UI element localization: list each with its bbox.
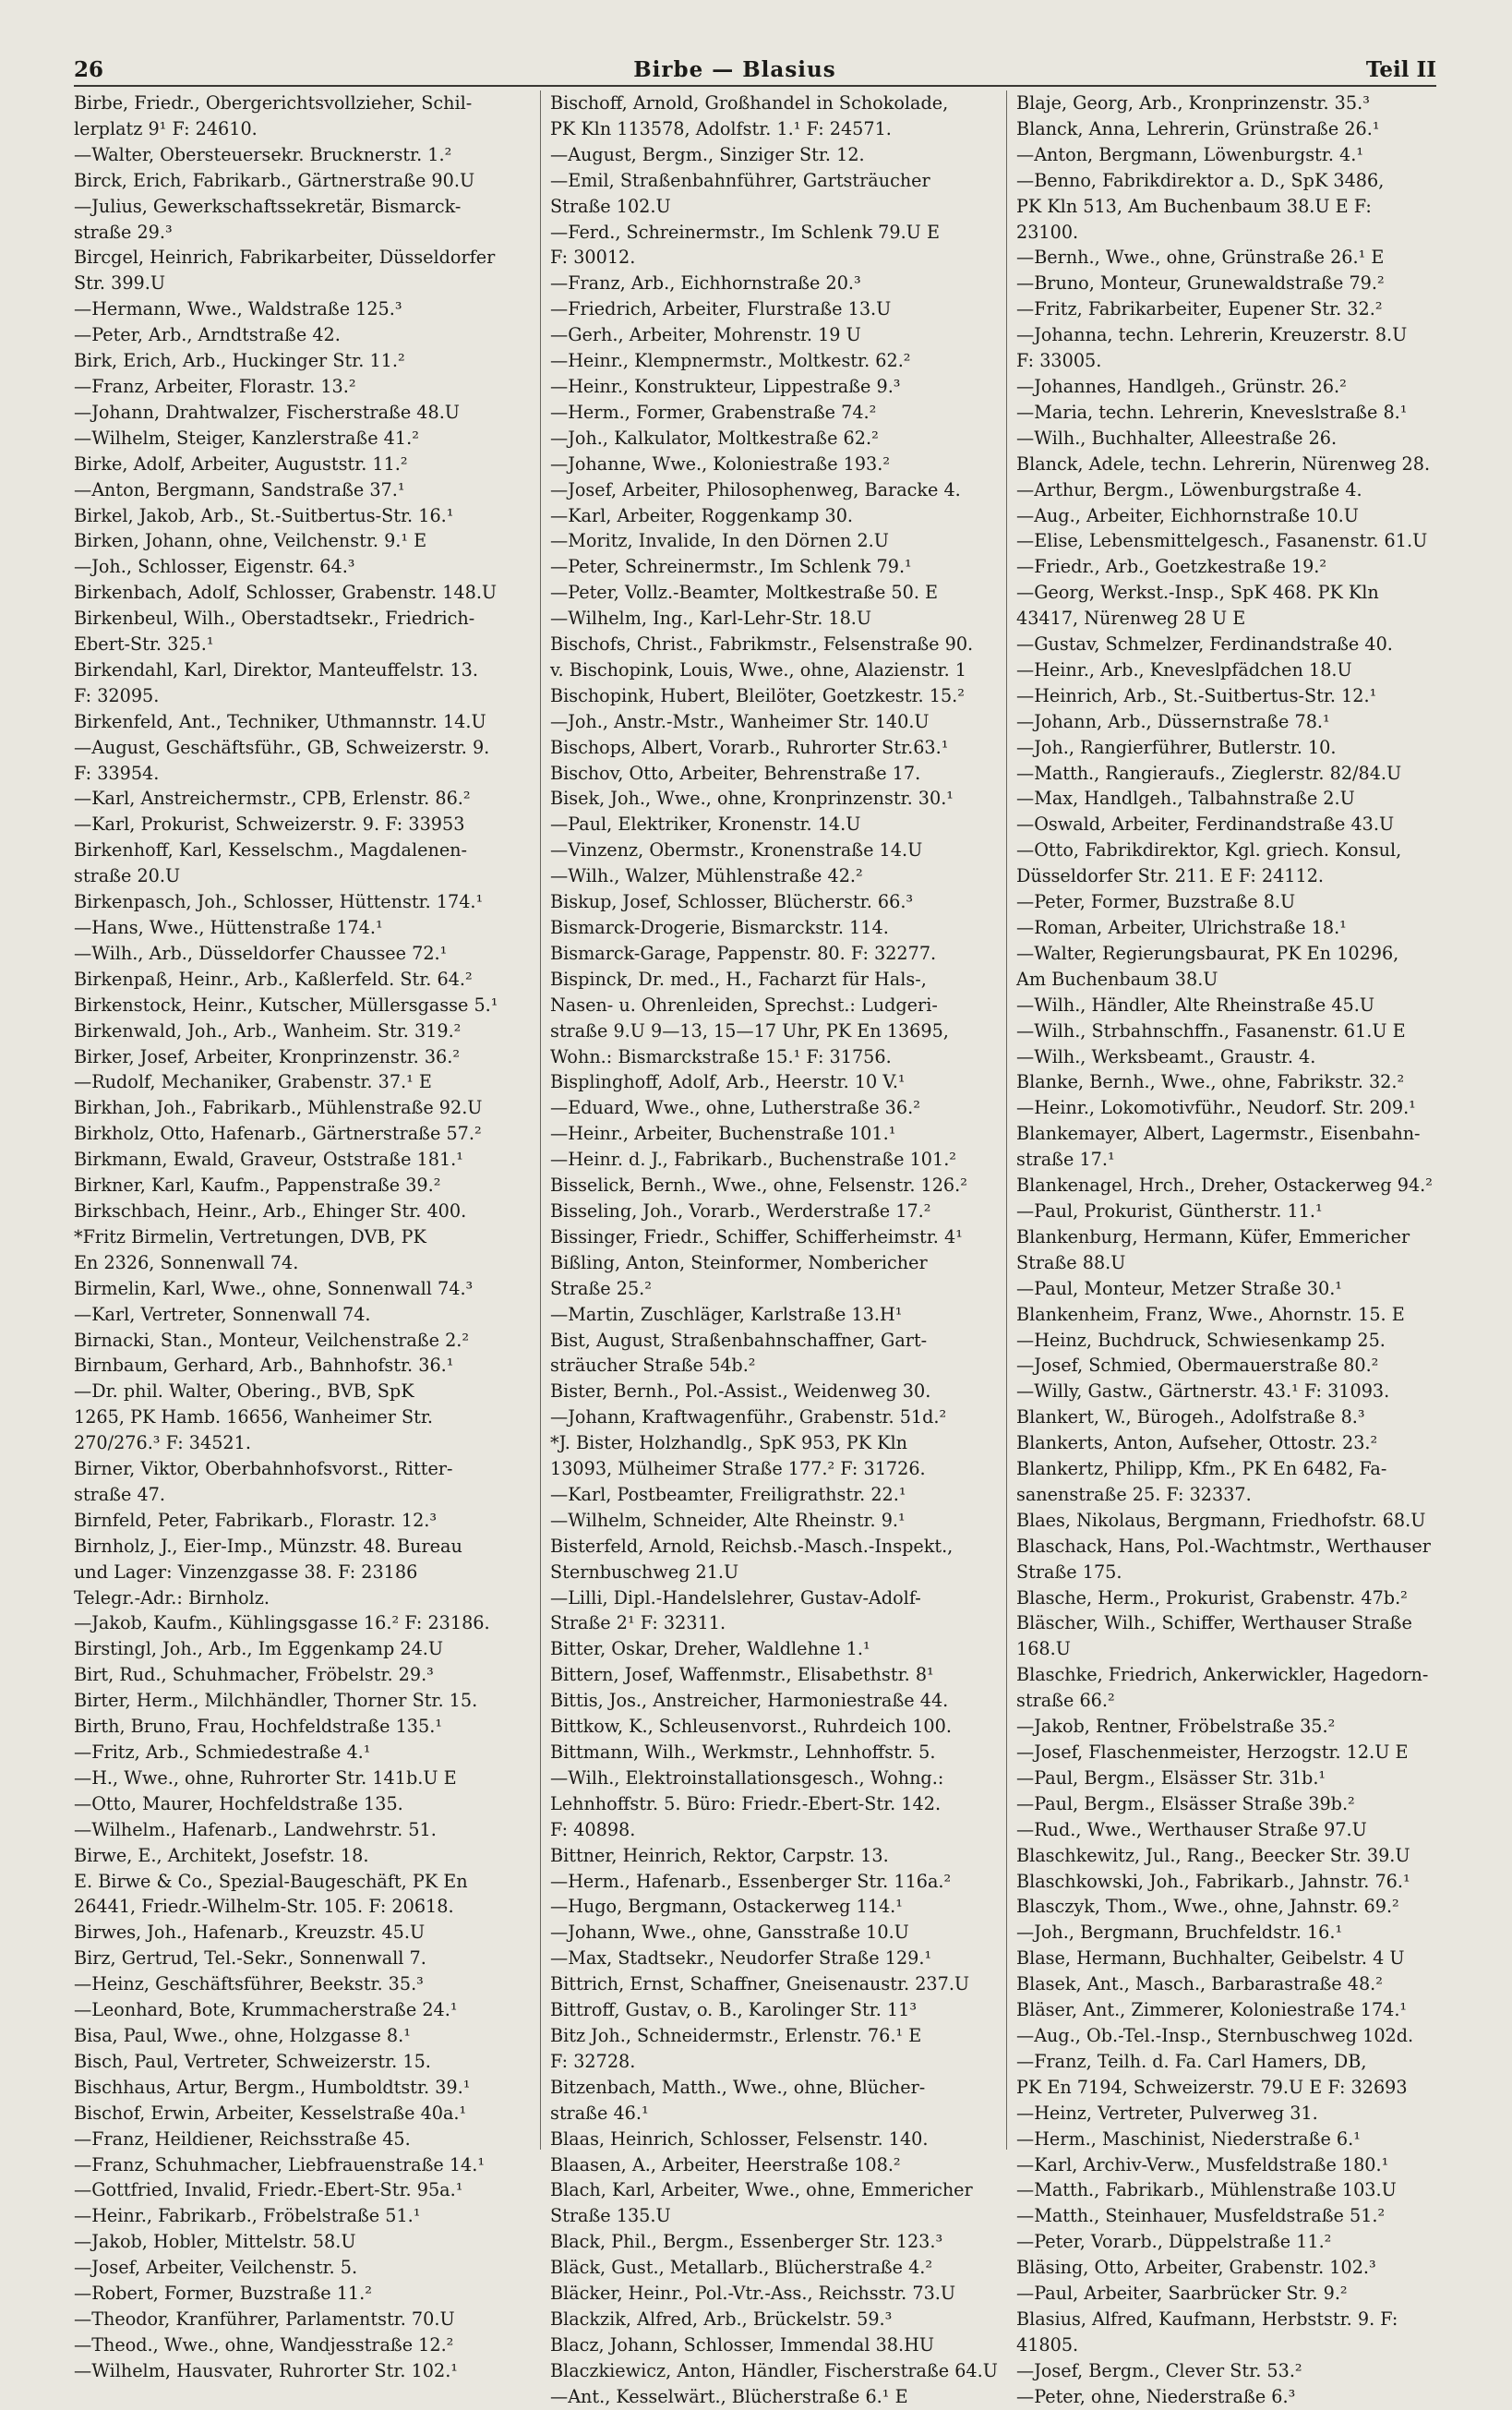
directory-line: 13093, Mülheimer Straße 177.² F: 31726. — [550, 1458, 926, 1480]
directory-line: —Wilhelm, Steiger, Kanzlerstraße 41.² — [74, 427, 419, 449]
directory-line: Birkenwald, Joh., Arb., Wanheim. Str. 319.² — [74, 1019, 462, 1042]
directory-line: —Johanne, Wwe., Koloniestraße 193.² — [550, 452, 891, 475]
directory-line: *J. Bister, Holzhandlg., SpK 953, PK Kln — [550, 1432, 907, 1454]
directory-line: PK Kln 513, Am Buchenbaum 38.U E F: — [1016, 195, 1372, 217]
directory-line: —Rud., Wwe., Werthauser Straße 97.U — [1016, 1818, 1367, 1840]
directory-line: —Oswald, Arbeiter, Ferdinandstraße 43.U — [1016, 813, 1395, 836]
directory-line: —Josef, Schmied, Obermauerstraße 80.² — [1016, 1355, 1379, 1377]
directory-line: —Peter, Former, Buzstraße 8.U — [1016, 891, 1296, 913]
directory-line: Bircgel, Heinrich, Fabrikarbeiter, Düsseldorfer — [74, 247, 496, 269]
directory-line: Blasczyk, Thom., Wwe., ohne, Jahnstr. 69.² — [1016, 1896, 1399, 1918]
directory-line: —Gerh., Arbeiter, Mohrenstr. 19 U — [550, 324, 861, 346]
directory-line: Blanck, Anna, Lehrerin, Grünstraße 26.¹ — [1016, 117, 1380, 139]
directory-line: —Jakob, Rentner, Fröbelstraße 35.² — [1016, 1716, 1336, 1738]
directory-line: Bischof, Erwin, Arbeiter, Kesselstraße 40a.¹ — [74, 2102, 467, 2124]
directory-line: Blasek, Ant., Masch., Barbarastraße 48.² — [1016, 1973, 1383, 1995]
directory-line: straße 20.U — [74, 865, 181, 887]
directory-line: —Peter, Vorarb., Düppelstraße 11.² — [1016, 2231, 1332, 2253]
directory-line: —Wilhelm., Hafenarb., Landwehrstr. 51. — [74, 1818, 437, 1840]
directory-line: Bittroff, Gustav, o. B., Karolinger Str. 11³ — [550, 1999, 918, 2021]
directory-line: —Wilh., Händler, Alte Rheinstraße 45.U — [1016, 994, 1375, 1016]
directory-line: Blach, Karl, Arbeiter, Wwe., ohne, Emmericher — [550, 2179, 973, 2201]
directory-line: —Paul, Monteur, Metzer Straße 30.¹ — [1016, 1277, 1342, 1299]
directory-line: Bittkow, K., Schleusenvorst., Ruhrdeich 100. — [550, 1716, 952, 1738]
directory-line: Bittner, Heinrich, Rektor, Carpstr. 13. — [550, 1844, 889, 1866]
directory-line: lerplatz 9¹ F: 24610. — [74, 117, 258, 139]
directory-line: —Herm., Former, Grabenstraße 74.² — [550, 401, 877, 423]
directory-line: Birnfeld, Peter, Fabrikarb., Florastr. 12.³ — [74, 1509, 438, 1531]
directory-line: Bittern, Josef, Waffenmstr., Elisabethstr. 8¹ — [550, 1664, 934, 1686]
directory-line: —Dr. phil. Walter, Obering., BVB, SpK — [74, 1380, 414, 1403]
directory-line: Sternbuschweg 21.U — [550, 1560, 739, 1583]
directory-line: Biskup, Josef, Schlosser, Blücherstr. 66.³ — [550, 891, 914, 913]
directory-line: Bischoff, Arnold, Großhandel in Schokolade, — [550, 92, 949, 114]
directory-line: 43417, Nürenweg 28 U E — [1016, 608, 1246, 630]
directory-line: Birner, Viktor, Oberbahnhofsvorst., Ritter- — [74, 1458, 453, 1480]
column-left — [74, 90, 540, 2381]
directory-line: —Ant., Kesselwärt., Blücherstraße 6.¹ E — [550, 2385, 908, 2407]
directory-line: —Willy, Gastw., Gärtnerstr. 43.¹ F: 31093. — [1016, 1380, 1390, 1403]
directory-line: Birkel, Jakob, Arb., St.-Suitbertus-Str. 16.¹ — [74, 504, 454, 526]
directory-line: —Heinr., Konstrukteur, Lippestraße 9.³ — [550, 375, 901, 397]
directory-line: —Lilli, Dipl.-Handelslehrer, Gustav-Adolf- — [550, 1586, 921, 1609]
directory-line: Birkenpasch, Joh., Schlosser, Hüttenstr. 174.¹ — [74, 891, 484, 913]
directory-line: —Franz, Arb., Eichhornstraße 20.³ — [550, 272, 861, 295]
directory-line: —Arthur, Bergm., Löwenburgstraße 4. — [1016, 478, 1362, 500]
directory-line: Blaes, Nikolaus, Bergmann, Friedhofstr. 68.U — [1016, 1509, 1426, 1531]
directory-line: —Paul, Elektriker, Kronenstr. 14.U — [550, 813, 861, 836]
directory-line: —Franz, Teilh. d. Fa. Carl Hamers, DB, — [1016, 2050, 1367, 2072]
directory-line: F: 32728. — [550, 2050, 636, 2072]
directory-line: Bischhaus, Artur, Bergm., Humboldtstr. 39.¹ — [74, 2076, 471, 2098]
directory-line: —Paul, Bergm., Elsässer Str. 31b.¹ — [1016, 1766, 1326, 1789]
directory-line: —Franz, Heildiener, Reichsstraße 45. — [74, 2127, 411, 2150]
directory-line: —Karl, Prokurist, Schweizerstr. 9. F: 33953 — [74, 813, 465, 836]
directory-line: —Wilh., Walzer, Mühlenstraße 42.² — [550, 865, 863, 887]
directory-line: —Theod., Wwe., ohne, Wandjesstraße 12.² — [74, 2333, 454, 2356]
directory-line: —Jakob, Hobler, Mittelstr. 58.U — [74, 2231, 356, 2253]
directory-line: —Jakob, Kaufm., Kühlingsgasse 16.² F: 23186. — [74, 1612, 490, 1634]
directory-line: —Peter, Arb., Arndtstraße 42. — [74, 324, 341, 346]
directory-line: Bitz Joh., Schneidermstr., Erlenstr. 76.¹ E — [550, 2024, 922, 2046]
directory-line: —Hermann, Wwe., Waldstraße 125.³ — [74, 298, 402, 320]
directory-line: En 2326, Sonnenwall 74. — [74, 1251, 299, 1273]
directory-line: —Josef, Arbeiter, Veilchenstr. 5. — [74, 2257, 358, 2279]
directory-line: Am Buchenbaum 38.U — [1016, 968, 1218, 990]
directory-line: —Heinz, Buchdruck, Schwiesenkamp 25. — [1016, 1329, 1386, 1351]
directory-line: —Peter, ohne, Niederstraße 6.³ — [1016, 2385, 1296, 2407]
directory-line: Birt, Rud., Schuhmacher, Fröbelstr. 29.³ — [74, 1664, 434, 1686]
directory-line: straße 47. — [74, 1483, 165, 1505]
directory-line: —Joh., Kalkulator, Moltkestraße 62.² — [550, 427, 879, 449]
directory-line: Birkmann, Ewald, Graveur, Oststraße 181.¹ — [74, 1149, 463, 1171]
directory-line: Bisseling, Joh., Vorarb., Werderstraße 17.² — [550, 1199, 931, 1222]
directory-line: Bister, Bernh., Pol.-Assist., Weidenweg 30. — [550, 1380, 931, 1403]
directory-line: Bisa, Paul, Wwe., ohne, Holzgasse 8.¹ — [74, 2024, 411, 2046]
directory-line: Bismarck-Garage, Pappenstr. 80. F: 32277. — [550, 942, 937, 964]
directory-line: PK En 7194, Schweizerstr. 79.U E F: 32693 — [1016, 2076, 1408, 2098]
directory-line: Bisek, Joh., Wwe., ohne, Kronprinzenstr. 30.¹ — [550, 788, 954, 810]
directory-line: —Joh., Rangierführer, Butlerstr. 10. — [1016, 736, 1337, 758]
directory-line: —Matth., Steinhauer, Musfeldstraße 51.² — [1016, 2205, 1386, 2227]
directory-line: Birken, Johann, ohne, Veilchenstr. 9.¹ E — [74, 530, 427, 552]
directory-line: —August, Bergm., Sinziger Str. 12. — [550, 143, 865, 165]
directory-line: —Heinz, Geschäftsführer, Beekstr. 35.³ — [74, 1973, 424, 1995]
directory-line: Blasche, Herm., Prokurist, Grabenstr. 47b.² — [1016, 1586, 1408, 1609]
directory-line: —Georg, Werkst.-Insp., SpK 468. PK Kln — [1016, 582, 1379, 604]
directory-line: —Wilh., Werksbeamt., Graustr. 4. — [1016, 1045, 1316, 1067]
directory-line: —Max, Stadtsekr., Neudorfer Straße 129.¹ — [550, 1947, 932, 1970]
directory-line: 23100. — [1016, 221, 1079, 243]
directory-line: —Hans, Wwe., Hüttenstraße 174.¹ — [74, 917, 383, 938]
directory-line: Straße 135.U — [550, 2205, 671, 2227]
directory-line: Blankenagel, Hrch., Dreher, Ostackerweg 94.² — [1016, 1175, 1433, 1197]
directory-line: —Joh., Schlosser, Eigenstr. 64.³ — [74, 556, 355, 578]
directory-line: Straße 175. — [1016, 1560, 1122, 1583]
directory-line: Birkenstock, Heinr., Kutscher, Müllersgasse 5.¹ — [74, 994, 498, 1016]
directory-line: Blankemayer, Albert, Lagermstr., Eisenbahn- — [1016, 1123, 1421, 1145]
directory-line: Birnbaum, Gerhard, Arb., Bahnhofstr. 36.¹ — [74, 1355, 454, 1377]
directory-line: —Otto, Fabrikdirektor, Kgl. griech. Konsul, — [1016, 839, 1402, 862]
directory-line: Birter, Herm., Milchhändler, Thorner Str. 15. — [74, 1690, 478, 1712]
directory-line: Blankenburg, Hermann, Küfer, Emmericher — [1016, 1225, 1410, 1247]
directory-line: Telegr.-Adr.: Birnholz. — [74, 1586, 270, 1609]
directory-line: —Benno, Fabrikdirektor a. D., SpK 3486, — [1016, 169, 1385, 191]
directory-line: Birck, Erich, Fabrikarb., Gärtnerstraße 90.U — [74, 169, 475, 191]
directory-line: Birkner, Karl, Kaufm., Pappenstraße 39.² — [74, 1175, 441, 1197]
directory-line: Bismarck-Drogerie, Bismarckstr. 114. — [550, 917, 889, 938]
directory-line: —Heinr., Arb., Kneveslpfädchen 18.U — [1016, 658, 1352, 681]
directory-line: F: 33005. — [1016, 350, 1102, 372]
directory-line: Blaas, Heinrich, Schlosser, Felsenstr. 140. — [550, 2127, 929, 2150]
directory-line: Birstingl, Joh., Arb., Im Eggenkamp 24.U — [74, 1638, 444, 1660]
directory-line: straße 9.U 9—13, 15—17 Uhr, PK En 13695, — [550, 1019, 949, 1042]
directory-line: F: 40898. — [550, 1818, 636, 1840]
directory-line: —Julius, Gewerkschaftssekretär, Bismarck- — [74, 195, 462, 217]
directory-line: —Moritz, Invalide, In den Dörnen 2.U — [550, 530, 889, 552]
page-range-title: Birbe — Blasius — [633, 56, 836, 82]
directory-line: —Robert, Former, Buzstraße 11.² — [74, 2283, 372, 2305]
directory-line: Bispinck, Dr. med., H., Facharzt für Hals-, — [550, 968, 927, 990]
directory-line: —Heinr., Lokomotivführ., Neudorf. Str. 209.¹ — [1016, 1097, 1416, 1119]
directory-line: —Wilhelm, Ing., Karl-Lehr-Str. 18.U — [550, 608, 872, 630]
directory-line: —Anton, Bergmann, Sandstraße 37.¹ — [74, 478, 405, 500]
directory-line: Birkenbach, Adolf, Schlosser, Grabenstr. 148.U — [74, 582, 498, 604]
directory-line: 26441, Friedr.-Wilhelm-Str. 105. F: 20618. — [74, 1896, 454, 1918]
directory-line: —Peter, Schreinermstr., Im Schlenk 79.¹ — [550, 556, 912, 578]
directory-line: Bischofs, Christ., Fabrikmstr., Felsenstraße 90. — [550, 633, 974, 656]
directory-line: Straße 2¹ F: 32311. — [550, 1612, 726, 1634]
directory-line: —Elise, Lebensmittelgesch., Fasanenstr. 61.U — [1016, 530, 1428, 552]
directory-line: Bläsing, Otto, Arbeiter, Grabenstr. 102.³ — [1016, 2257, 1376, 2279]
directory-line: Blaschack, Hans, Pol.-Wachtmstr., Werthauser — [1016, 1535, 1431, 1557]
directory-line: —Bernh., Wwe., ohne, Grünstraße 26.¹ E — [1016, 247, 1385, 269]
directory-line: Birwes, Joh., Hafenarb., Kreuzstr. 45.U — [74, 1922, 426, 1944]
directory-line: —Friedr., Arb., Goetzkestraße 19.² — [1016, 556, 1327, 578]
directory-line: —Joh., Anstr.-Mstr., Wanheimer Str. 140.U — [550, 710, 930, 732]
directory-line: —Paul, Prokurist, Güntherstr. 11.¹ — [1016, 1199, 1323, 1222]
directory-line: —Matth., Fabrikarb., Mühlenstraße 103.U — [1016, 2179, 1397, 2201]
directory-line: Bißling, Anton, Steinformer, Nombericher — [550, 1251, 928, 1273]
directory-line: Birker, Josef, Arbeiter, Kronprinzenstr. 36.² — [74, 1045, 461, 1067]
directory-line: Str. 399.U — [74, 272, 166, 295]
directory-line: E. Birwe & Co., Spezial-Baugeschäft, PK En — [74, 1870, 468, 1892]
page-header — [74, 54, 1436, 87]
directory-line: Birkenpaß, Heinr., Arb., Kaßlerfeld. Str. 64.² — [74, 968, 473, 990]
directory-line: —Johannes, Handlgeh., Grünstr. 26.² — [1016, 375, 1347, 397]
directory-line: —Franz, Arbeiter, Florastr. 13.² — [74, 375, 356, 397]
directory-line: —Walter, Obersteuersekr. Brucknerstr. 1.² — [74, 143, 452, 165]
directory-line: —Friedrich, Arbeiter, Flurstraße 13.U — [550, 298, 892, 320]
directory-line: —Johann, Wwe., ohne, Gansstraße 10.U — [550, 1922, 909, 1944]
directory-line: Birk, Erich, Arb., Huckinger Str. 11.² — [74, 350, 405, 372]
directory-line: Birkenbeul, Wilh., Oberstadtsekr., Friedrich- — [74, 608, 475, 630]
directory-line: —Aug., Arbeiter, Eichhornstraße 10.U — [1016, 504, 1359, 526]
directory-line: 41805. — [1016, 2333, 1079, 2356]
directory-line: —Aug., Ob.-Tel.-Insp., Sternbuschweg 102d. — [1016, 2024, 1414, 2046]
directory-line: Bisterfeld, Arnold, Reichsb.-Masch.-Inspekt., — [550, 1535, 954, 1557]
directory-line: —Matth., Rangieraufs., Zieglerstr. 82/84.U — [1016, 762, 1402, 784]
directory-line: Blankert, W., Bürogeh., Adolfstraße 8.³ — [1016, 1406, 1365, 1428]
directory-line: Blanck, Adele, techn. Lehrerin, Nürenweg 28. — [1016, 452, 1431, 475]
directory-line: Wohn.: Bismarckstraße 15.¹ F: 31756. — [550, 1045, 892, 1067]
directory-line: straße 17.¹ — [1016, 1149, 1115, 1171]
directory-line: —Wilh., Strbahnschffn., Fasanenstr. 61.U E — [1016, 1019, 1406, 1042]
column-right — [1006, 90, 1436, 2407]
directory-line: —Leonhard, Bote, Krummacherstraße 24.¹ — [74, 1999, 458, 2021]
directory-line: Birke, Adolf, Arbeiter, Auguststr. 11.² — [74, 452, 408, 475]
directory-line: —Wilh., Buchhalter, Alleestraße 26. — [1016, 427, 1338, 449]
directory-line: —Rudolf, Mechaniker, Grabenstr. 37.¹ E — [74, 1071, 432, 1093]
directory-line: Blasius, Alfred, Kaufmann, Herbststr. 9. F: — [1016, 2308, 1398, 2330]
directory-line: Birnacki, Stan., Monteur, Veilchenstraße 2.² — [74, 1329, 470, 1351]
directory-line: —Bruno, Monteur, Grunewaldstraße 79.² — [1016, 272, 1385, 295]
directory-line: Blase, Hermann, Buchhalter, Geibelstr. 4 U — [1016, 1947, 1405, 1970]
directory-line: Birkholz, Otto, Hafenarb., Gärtnerstraße 57.² — [74, 1123, 482, 1145]
directory-line: —Hugo, Bergmann, Ostackerweg 114.¹ — [550, 1896, 903, 1918]
directory-line: Birmelin, Karl, Wwe., ohne, Sonnenwall 74.³ — [74, 1277, 474, 1299]
directory-line: straße 46.¹ — [550, 2102, 649, 2124]
directory-line: Birz, Gertrud, Tel.-Sekr., Sonnenwall 7. — [74, 1947, 426, 1970]
directory-line: Straße 102.U — [550, 195, 671, 217]
directory-line: Blaschkewitz, Jul., Rang., Beecker Str. 39.U — [1016, 1844, 1410, 1866]
directory-line: Bischopink, Hubert, Bleilöter, Goetzkestr. 15.² — [550, 684, 965, 706]
directory-line: —Anton, Bergmann, Löwenburgstr. 4.¹ — [1016, 143, 1364, 165]
directory-line: 168.U — [1016, 1638, 1071, 1660]
part-label: Teil II — [1365, 56, 1436, 82]
directory-line: —Theodor, Kranführer, Parlamentstr. 70.U — [74, 2308, 455, 2330]
directory-line: Bisch, Paul, Vertreter, Schweizerstr. 15. — [74, 2050, 431, 2072]
directory-line: —Wilhelm, Schneider, Alte Rheinstr. 9.¹ — [550, 1509, 906, 1531]
directory-line: —Wilh., Arb., Düsseldorfer Chaussee 72.¹ — [74, 942, 448, 964]
directory-line: Bittrich, Ernst, Schaffner, Gneisenaustr. 237.U — [550, 1973, 970, 1995]
directory-line: Birkschbach, Heinr., Arb., Ehinger Str. 400. — [74, 1199, 467, 1222]
directory-line: —Karl, Archiv-Verw., Musfeldstraße 180.¹ — [1016, 2153, 1389, 2175]
directory-line: —Karl, Postbeamter, Freiligrathstr. 22.¹ — [550, 1483, 906, 1505]
directory-line: Birbe, Friedr., Obergerichtsvollzieher, Schil- — [74, 92, 473, 114]
column-middle — [540, 90, 1006, 2407]
directory-line: —Emil, Straßenbahnführer, Gartsträucher — [550, 169, 930, 191]
directory-line: Bisselick, Bernh., Wwe., ohne, Felsenstr. 126.² — [550, 1175, 967, 1197]
directory-line: Blaczkiewicz, Anton, Händler, Fischerstraße 64.U — [550, 2359, 998, 2381]
directory-line: Blanke, Bernh., Wwe., ohne, Fabrikstr. 32.² — [1016, 1071, 1405, 1093]
directory-line: Blaschke, Friedrich, Ankerwickler, Hagedorn- — [1016, 1664, 1429, 1686]
directory-line: —Gottfried, Invalid, Friedr.-Ebert-Str. 95a.¹ — [74, 2179, 463, 2201]
directory-line: —Wilhelm, Hausvater, Ruhrorter Str. 102.¹ — [74, 2359, 458, 2381]
directory-line: Blankerts, Anton, Aufseher, Ottostr. 23.² — [1016, 1432, 1378, 1454]
directory-line: —Heinr., Arbeiter, Buchenstraße 101.¹ — [550, 1123, 896, 1145]
directory-line: Birkenfeld, Ant., Techniker, Uthmannstr. 14.U — [74, 710, 486, 732]
directory-line: Straße 25.² — [550, 1277, 652, 1299]
directory-line: Düsseldorfer Str. 211. E F: 24112. — [1016, 865, 1325, 887]
directory-line: —Ferd., Schreinermstr., Im Schlenk 79.U E — [550, 221, 940, 243]
directory-line: PK Kln 113578, Adolfstr. 1.¹ F: 24571. — [550, 117, 892, 139]
directory-line: Bläck, Gust., Metallarb., Blücherstraße 4.² — [550, 2257, 933, 2279]
directory-line: Bittis, Jos., Anstreicher, Harmoniestraße 44. — [550, 1690, 949, 1712]
directory-line: —Wilh., Elektroinstallationsgesch., Wohng.: — [550, 1766, 944, 1789]
directory-line: —Paul, Arbeiter, Saarbrücker Str. 9.² — [1016, 2283, 1348, 2305]
directory-line: —August, Geschäftsführ., GB, Schweizerstr. 9. — [74, 736, 490, 758]
directory-line: F: 32095. — [74, 684, 160, 706]
directory-line: Lehnhoffstr. 5. Büro: Friedr.-Ebert-Str. 142. — [550, 1792, 942, 1814]
directory-line: v. Bischopink, Louis, Wwe., ohne, Alazienstr. 1 — [550, 658, 966, 681]
directory-line: F: 33954. — [74, 762, 160, 784]
directory-line: —Josef, Flaschenmeister, Herzogstr. 12.U E — [1016, 1741, 1409, 1763]
directory-line: Birnholz, J., Eier-Imp., Münzstr. 48. Bureau — [74, 1535, 462, 1557]
directory-line: F: 30012. — [550, 247, 636, 269]
directory-line: Bissinger, Friedr., Schiffer, Schifferheimstr. 4¹ — [550, 1225, 963, 1247]
directory-line: Birkenhoff, Karl, Kesselschm., Magdalenen- — [74, 839, 468, 862]
directory-line: sanenstraße 25. F: 32337. — [1016, 1483, 1252, 1505]
directory-line: —Johanna, techn. Lehrerin, Kreuzerstr. 8.U — [1016, 324, 1408, 346]
directory-line: —Johann, Drahtwalzer, Fischerstraße 48.U — [74, 401, 460, 423]
directory-line: —Max, Handlgeh., Talbahnstraße 2.U — [1016, 788, 1355, 810]
directory-line: straße 66.² — [1016, 1690, 1115, 1712]
directory-line: —Vinzenz, Obermstr., Kronenstraße 14.U — [550, 839, 923, 862]
directory-line: Bist, August, Straßenbahnschaffner, Gart- — [550, 1329, 928, 1351]
directory-line: Black, Phil., Bergm., Essenberger Str. 123.³ — [550, 2231, 943, 2253]
directory-line: —Herm., Hafenarb., Essenberger Str. 116a.² — [550, 1870, 952, 1892]
directory-line: —Heinz, Vertreter, Pulverweg 31. — [1016, 2102, 1318, 2124]
directory-line: Birkhan, Joh., Fabrikarb., Mühlenstraße 92.U — [74, 1097, 483, 1119]
directory-line: Bittmann, Wilh., Werkmstr., Lehnhoffstr. 5. — [550, 1741, 936, 1763]
directory-line: Blankertz, Philipp, Kfm., PK En 6482, Fa- — [1016, 1458, 1387, 1480]
directory-line: —Fritz, Fabrikarbeiter, Eupener Str. 32.² — [1016, 298, 1383, 320]
directory-line: —Maria, techn. Lehrerin, Kneveslstraße 8.¹ — [1016, 401, 1408, 423]
directory-line: —Roman, Arbeiter, Ulrichstraße 18.¹ — [1016, 917, 1347, 938]
directory-line: Blackzik, Alfred, Arb., Brückelstr. 59.³ — [550, 2308, 893, 2330]
directory-line: Ebert-Str. 325.¹ — [74, 633, 214, 656]
directory-line: Birkendahl, Karl, Direktor, Manteuffelstr. 13. — [74, 658, 478, 681]
directory-line: —Josef, Arbeiter, Philosophenweg, Baracke 4. — [550, 478, 961, 500]
directory-columns — [74, 90, 1436, 2407]
directory-line: —Heinr. d. J., Fabrikarb., Buchenstraße 101.² — [550, 1149, 956, 1171]
directory-line: Bitzenbach, Matth., Wwe., ohne, Blücher- — [550, 2076, 926, 2098]
directory-line: Blaje, Georg, Arb., Kronprinzenstr. 35.³ — [1016, 92, 1370, 114]
directory-line: Bitter, Oskar, Dreher, Waldlehne 1.¹ — [550, 1638, 870, 1660]
directory-line: —Otto, Maurer, Hochfeldstraße 135. — [74, 1792, 403, 1814]
directory-line: —Eduard, Wwe., ohne, Lutherstraße 36.² — [550, 1097, 920, 1119]
directory-line: —Fritz, Arb., Schmiedestraße 4.¹ — [74, 1741, 371, 1763]
directory-line: Birth, Bruno, Frau, Hochfeldstraße 135.¹ — [74, 1716, 443, 1738]
directory-line: —Heinrich, Arb., St.-Suitbertus-Str. 12.¹ — [1016, 684, 1377, 706]
directory-line: 270/276.³ F: 34521. — [74, 1432, 251, 1454]
directory-line: —Heinr., Fabrikarb., Fröbelstraße 51.¹ — [74, 2205, 421, 2227]
directory-line: —Gustav, Schmelzer, Ferdinandstraße 40. — [1016, 633, 1393, 656]
directory-line: —Karl, Arbeiter, Roggenkamp 30. — [550, 504, 854, 526]
directory-line: straße 29.³ — [74, 221, 173, 243]
directory-line: sträucher Straße 54b.² — [550, 1355, 756, 1377]
directory-line: und Lager: Vinzenzgasse 38. F: 23186 — [74, 1560, 418, 1583]
directory-line: —Martin, Zuschläger, Karlstraße 13.H¹ — [550, 1303, 903, 1325]
directory-line: Blacz, Johann, Schlosser, Immendal 38.HU — [550, 2333, 934, 2356]
directory-line: —Karl, Anstreichermstr., CPB, Erlenstr. 86.² — [74, 788, 471, 810]
directory-line: —Walter, Regierungsbaurat, PK En 10296, — [1016, 942, 1399, 964]
directory-line: —Joh., Bergmann, Bruchfeldstr. 16.¹ — [1016, 1922, 1343, 1944]
directory-line: —Paul, Bergm., Elsässer Straße 39b.² — [1016, 1792, 1355, 1814]
directory-line: —Josef, Bergm., Clever Str. 53.² — [1016, 2359, 1302, 2381]
directory-line: —H., Wwe., ohne, Ruhrorter Str. 141b.U E — [74, 1766, 457, 1789]
directory-line: —Herm., Maschinist, Niederstraße 6.¹ — [1016, 2127, 1361, 2150]
directory-line: —Karl, Vertreter, Sonnenwall 74. — [74, 1303, 371, 1325]
directory-line: 1265, PK Hamb. 16656, Wanheimer Str. — [74, 1406, 433, 1428]
directory-line: Blankenheim, Franz, Wwe., Ahornstr. 15. E — [1016, 1303, 1405, 1325]
directory-line: Blaschkowski, Joh., Fabrikarb., Jahnstr. 76.¹ — [1016, 1870, 1410, 1892]
directory-line: —Peter, Vollz.-Beamter, Moltkestraße 50. E — [550, 582, 939, 604]
directory-line: Birwe, E., Architekt, Josefstr. 18. — [74, 1844, 369, 1866]
directory-line: —Johann, Arb., Düssernstraße 78.¹ — [1016, 710, 1330, 732]
directory-line: *Fritz Birmelin, Vertretungen, DVB, PK — [74, 1225, 426, 1247]
directory-line: Bischov, Otto, Arbeiter, Behrenstraße 17. — [550, 762, 921, 784]
directory-line: Blaasen, A., Arbeiter, Heerstraße 108.² — [550, 2153, 901, 2175]
directory-line: —Franz, Schuhmacher, Liebfrauenstraße 14.¹ — [74, 2153, 486, 2175]
directory-line: Bläscher, Wilh., Schiffer, Werthauser Straße — [1016, 1612, 1412, 1634]
directory-line: —Johann, Kraftwagenführ., Grabenstr. 51d.² — [550, 1406, 947, 1428]
directory-line: —Heinr., Klempnermstr., Moltkestr. 62.² — [550, 350, 911, 372]
directory-line: Bläcker, Heinr., Pol.-Vtr.-Ass., Reichsstr. 73.U — [550, 2283, 956, 2305]
page-number: 26 — [74, 56, 104, 82]
directory-line: Bisplinghoff, Adolf, Arb., Heerstr. 10 V.¹ — [550, 1071, 906, 1093]
directory-line: Nasen- u. Ohrenleiden, Sprechst.: Ludgeri- — [550, 994, 938, 1016]
directory-line: Straße 88.U — [1016, 1251, 1126, 1273]
directory-line: Bischops, Albert, Vorarb., Ruhrorter Str.63.¹ — [550, 736, 949, 758]
directory-line: Bläser, Ant., Zimmerer, Koloniestraße 174.¹ — [1016, 1999, 1408, 2021]
